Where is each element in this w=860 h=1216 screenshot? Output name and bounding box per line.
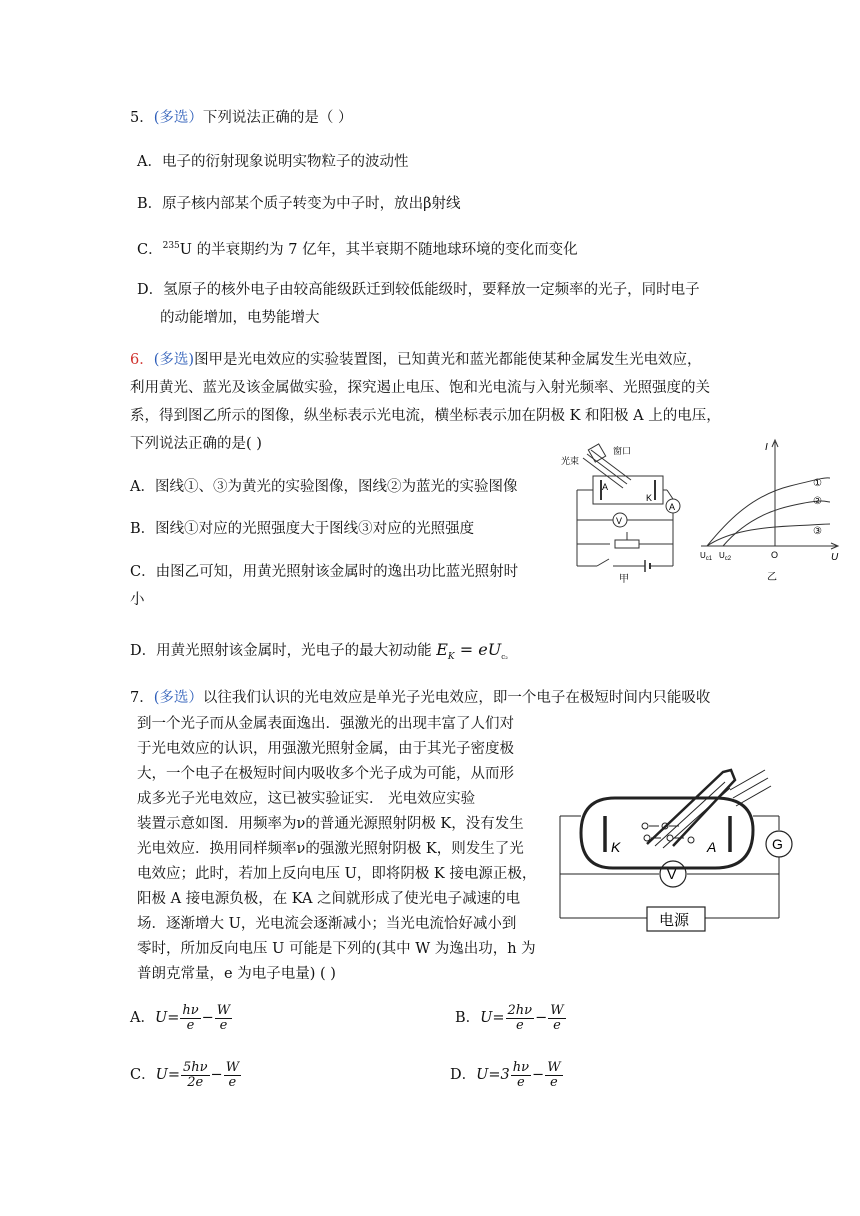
q6-stem-line3: 系，得到图乙所示的图像，纵坐标表示光电流，横坐标表示加在阴极 K 和阳极 A 上的电压，: [130, 408, 721, 424]
q6-multi-tag: (多选): [153, 352, 195, 368]
fig2-uc1-label: $U_{c1}$: [700, 551, 713, 562]
q6-stem-line2: 利用黄光、蓝光及该金属做实验，探究遏止电压、饱和光电流与入射光频率、光照强度的关: [130, 380, 710, 396]
q7-stem-line0: 7．(多选）以往我们认识的光电效应是单光子光电效应，即一个电子在极短时间内只能吸收: [130, 690, 711, 706]
q5-option-d-line2: 的动能增加，电势能增大: [160, 310, 320, 326]
fig7-power-label: 电源: [659, 912, 690, 929]
q7-stem-line: 电效应；此时，若加上反向电压 U，即将阴极 K 接电源正极，: [137, 866, 537, 882]
q6-stem-line1: 6．(多选)图甲是光电效应的实验装置图，已知黄光和蓝光都能使某种金属发生光电效应，: [130, 352, 702, 368]
q7-stem-line: 场．逐渐增大 U，光电流会逐渐减小；当光电流恰好减小到: [137, 916, 517, 932]
fig2-curve-3-label: ③: [813, 526, 822, 537]
fig1-beam-label: 光束: [561, 456, 580, 466]
fig1-voltmeter-label: V: [616, 516, 623, 526]
q5-option-d-line1: D．氢原子的核外电子由较高能级跃迁到较低能级时，要释放一定频率的光子，同时电子: [137, 282, 700, 298]
q7-stem-line: 装置示意如图．用频率为ν的普通光源照射阴极 K，没有发生: [137, 816, 524, 832]
q7-stem-line: 到一个光子而从金属表面逸出．强激光的出现丰富了人们对: [137, 716, 514, 732]
fig7-galvanometer-label: G: [772, 836, 783, 852]
fig2-curve-1-label: ①: [813, 478, 822, 489]
fig2-caption: 乙: [767, 572, 777, 583]
fig2-curve-2-label: ②: [813, 496, 822, 507]
q6-option-b: B．图线①对应的光照强度大于图线③对应的光照强度: [130, 521, 475, 537]
q5-multi-tag: (多选）: [153, 110, 203, 126]
q6-option-a: A．图线①、③为黄光的实验图像，图线②为蓝光的实验图像: [130, 479, 518, 495]
q7-stem-line: 成多光子光电效应，这已被实验证实． 光电效应实验: [137, 791, 476, 807]
q7-multi-tag: (多选）: [153, 690, 203, 706]
q5-option-c: C．$^{235}$U 的半衰期约为 7 亿年，其半衰期不随地球环境的变化而变化: [137, 241, 578, 258]
q6-option-d: D．用黄光照射该金属时，光电子的最大初动能 $E_K = eU_{c_2}$: [130, 640, 508, 662]
q7-stem-line: 光电效应．换用同样频率ν的强激光照射阴极 K，则发生了光: [137, 841, 524, 857]
q7-stem-line: 大，一个电子在极短时间内吸收多个光子成为可能，从而形: [137, 766, 514, 782]
q7-stem-line: 于光电效应的认识，用强激光照射金属，由于其光子密度极: [137, 741, 514, 757]
fig2-origin-label: O: [771, 550, 779, 560]
fig1-anode-label: A: [602, 482, 609, 492]
fig7-cathode-label: K: [611, 839, 621, 855]
q7-option-a: A．U= $\frac{h\nu}{e}$ − $\frac{W}{e}$: [130, 1002, 231, 1033]
q7-stem-line: 阳极 A 接电源负极，在 KA 之间就形成了使光电子减速的电: [137, 891, 521, 907]
q7-stem-line: 普朗克常量，e 为电子电量) ( ): [137, 966, 336, 982]
fig7-voltmeter-label: V: [667, 866, 677, 882]
fig7-anode-label: A: [707, 839, 717, 855]
q6-figure-yi: [695, 434, 845, 584]
q6-option-c-line2: 小: [130, 592, 145, 608]
q6-stem-line4: 下列说法正确的是( ): [130, 436, 262, 452]
q7-option-d: D．U=3 $\frac{h\nu}{e}$ − $\frac{W}{e}$: [450, 1059, 561, 1090]
q6-option-c-line1: C．由图乙可知，用黄光照射该金属时的逸出功比蓝光照射时: [130, 564, 519, 580]
fig2-x-axis-label: U: [831, 552, 839, 563]
fig1-window-label: 窗口: [613, 446, 632, 456]
q7-figure: [555, 750, 800, 935]
q6-figure-jia: [555, 440, 695, 585]
q7-option-b: B．U= $\frac{2h\nu}{e}$ − $\frac{W}{e}$: [455, 1002, 564, 1033]
q5-option-b: B．原子核内部某个质子转变为中子时，放出β射线: [137, 196, 461, 212]
fig2-uc2-label: $U_{c2}$: [719, 551, 732, 562]
fig1-ammeter-label: A: [669, 502, 676, 512]
q7-stem-line: 零时，所加反向电压 U 可能是下列的(其中 W 为逸出功，h 为: [137, 941, 536, 957]
fig1-cathode-label: K: [646, 493, 653, 503]
fig2-y-axis-label: I: [765, 442, 768, 453]
q7-option-c: C．U= $\frac{5h\nu}{2e}$ − $\frac{W}{e}$: [130, 1059, 240, 1090]
q5-stem: 5．(多选）下列说法正确的是（ ）: [130, 110, 353, 126]
q5-option-a: A．电子的衍射现象说明实物粒子的波动性: [137, 154, 409, 170]
fig1-caption: 甲: [619, 574, 629, 585]
